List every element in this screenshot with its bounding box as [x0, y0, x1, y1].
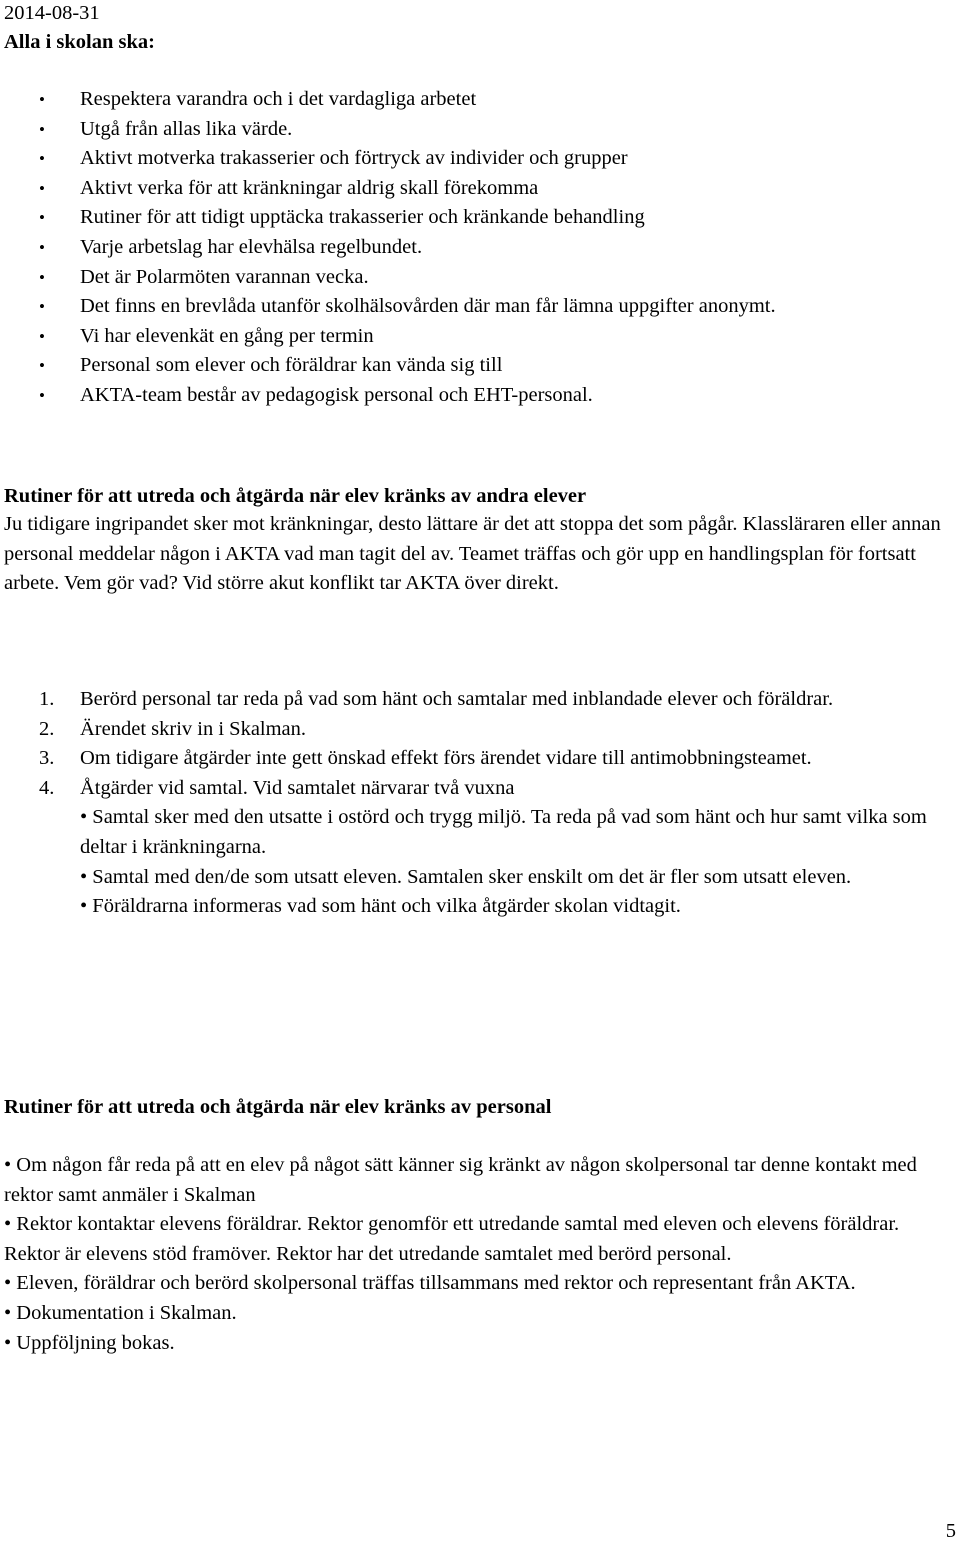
list-item-text: Det finns en brevlåda utanför skolhälsovården där man får lämna uppgifter anonymt.: [80, 295, 776, 318]
step-number: 2.: [39, 717, 55, 740]
list-item: [0, 233, 776, 263]
list-item: [0, 744, 955, 774]
bullet-icon: •: [39, 119, 45, 139]
rules-bullet-list: [0, 85, 776, 411]
list-item-text: Det är Polarmöten varannan vecka.: [80, 265, 369, 288]
step-text: Ärendet skriv in i Skalman.: [80, 717, 307, 740]
document-date: 2014-08-31: [4, 2, 100, 24]
list-item-text: Varje arbetslag har elevhälsa regelbundet.: [80, 235, 423, 258]
step-text: Berörd personal tar reda på vad som hänt och samtalar med inblandade elever och föräldrar.: [80, 688, 834, 710]
step-number: 1.: [39, 688, 55, 710]
list-item-text: Aktivt motverka trakasserier och förtryck av individer och grupper: [80, 147, 628, 170]
list-item: • Om någon får reda på att en elev på något sätt känner sig kränkt av någon skolpersonal tar denne kontakt med rektor samt anmäler i Skalman: [4, 1154, 917, 1206]
list-item-text: Respektera varandra och i det vardagliga arbetet: [80, 88, 477, 110]
list-item: [0, 263, 776, 293]
step-number: 4.: [39, 776, 55, 799]
list-item: [0, 685, 955, 715]
list-item-text: AKTA-team består av pedagogisk personal och EHT-personal.: [80, 383, 593, 406]
bullet-icon: •: [39, 326, 45, 346]
section-heading-elever: Rutiner för att utreda och åtgärda när elev kränks av andra elever: [4, 485, 587, 507]
personal-routine-list: [4, 1151, 954, 1358]
section-heading-alla: Alla i skolan ska:: [4, 31, 155, 53]
list-item: [0, 174, 776, 204]
bullet-icon: •: [39, 178, 45, 198]
list-item: [0, 774, 955, 922]
list-item: [0, 381, 776, 411]
section-paragraph: Ju tidigare ingripandet sker mot kränkningar, desto lättare är det att stoppa det som pågår. Klassläraren eller annan personal meddelar någon i AKTA vad man tagit del av. Teamet träffas och gör upp en handlingsplan för fortsatt arbete. Vem gör vad? Vid större akut konflikt tar AKTA över direkt.: [4, 513, 941, 595]
section-heading-personal: Rutiner för att utreda och åtgärda när elev kränks av personal: [4, 1096, 552, 1118]
list-item: [0, 115, 776, 145]
step-text: Om tidigare åtgärder inte gett önskad effekt förs ärendet vidare till antimobbningsteamet.: [80, 747, 812, 770]
list-item: • Dokumentation i Skalman.: [4, 1301, 237, 1324]
list-item: • Rektor kontaktar elevens föräldrar. Rektor genomför ett utredande samtal med eleven och elevens föräldrar. Rektor är elevens stöd framöver. Rektor har det utredande samtalet med berörd personal.: [4, 1213, 900, 1265]
bullet-icon: •: [39, 208, 45, 228]
bullet-icon: •: [39, 297, 45, 317]
sub-item: • Samtal med den/de som utsatt eleven. Samtalen sker enskilt om det är fler som utsatt eleven.: [80, 865, 852, 888]
sub-item: • Samtal sker med den utsatte i ostörd och trygg miljö. Ta reda på vad som hänt och hur samt vilka som deltar i kränkningarna.: [80, 806, 927, 858]
list-item: [0, 322, 776, 352]
page-number: 5: [945, 1520, 956, 1542]
list-item: [0, 203, 776, 233]
list-item: [0, 351, 776, 381]
bullet-icon: •: [39, 149, 45, 169]
list-item-text: Vi har elevenkät en gång per termin: [80, 324, 374, 347]
list-item: • Eleven, föräldrar och berörd skolpersonal träffas tillsammans med rektor och representant från AKTA.: [4, 1272, 856, 1295]
list-item: [0, 715, 955, 745]
list-item: [0, 85, 776, 115]
list-item: [0, 292, 776, 322]
steps-numbered-list: [0, 685, 955, 922]
bullet-icon: •: [39, 90, 45, 109]
bullet-icon: •: [39, 385, 45, 405]
step-text: Åtgärder vid samtal. Vid samtalet närvarar två vuxna: [80, 776, 515, 799]
sub-item: • Föräldrarna informeras vad som hänt och vilka åtgärder skolan vidtagit.: [80, 895, 681, 918]
list-item-text: Personal som elever och föräldrar kan vända sig till: [80, 354, 503, 377]
bullet-icon: •: [39, 237, 45, 257]
list-item-text: Aktivt verka för att kränkningar aldrig skall förekomma: [80, 176, 539, 199]
bullet-icon: •: [39, 356, 45, 376]
bullet-icon: •: [39, 267, 45, 287]
list-item-text: Utgå från allas lika värde.: [80, 117, 293, 140]
list-item-text: Rutiner för att tidigt upptäcka trakasserier och kränkande behandling: [80, 206, 645, 229]
list-item: • Uppföljning bokas.: [4, 1331, 175, 1354]
step-number: 3.: [39, 747, 55, 770]
list-item: [0, 144, 776, 174]
